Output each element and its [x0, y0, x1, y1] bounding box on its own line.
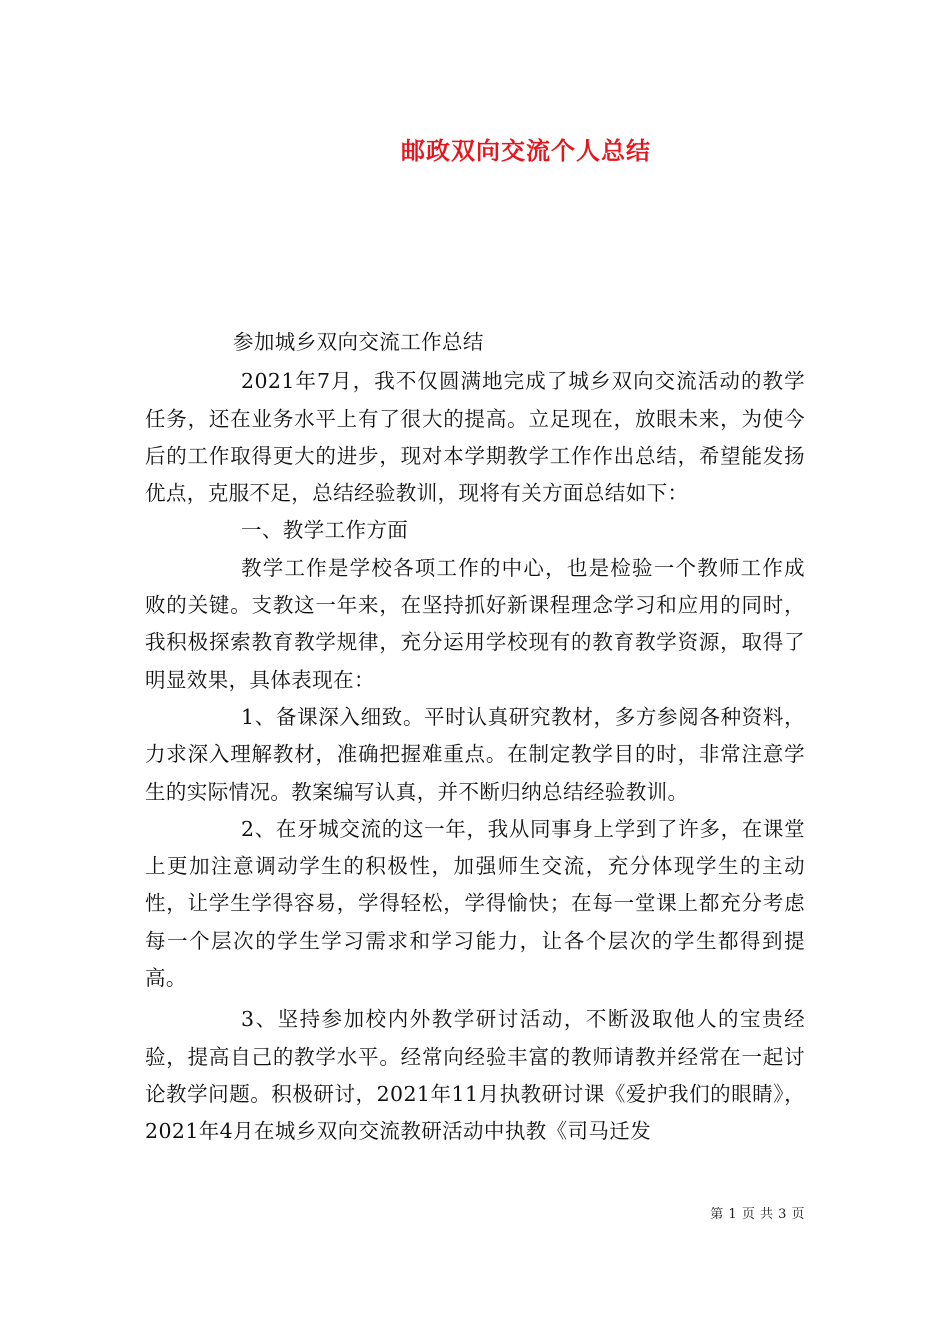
document-body	[145, 324, 805, 1151]
paragraph-teaching-overview: 教学工作是学校各项工作的中心，也是检验一个教师工作成败的关键。支教这一年来，在坚持抓好新课程理念学习和应用的同时，我积极探索教育教学规律，充分运用学校现有的教育教学资源，取得了明显效果，具体表现在：	[145, 555, 805, 692]
document-subtitle: 参加城乡双向交流工作总结	[233, 330, 484, 354]
document-title: 邮政双向交流个人总结	[401, 136, 651, 165]
paragraph-intro: 2021年7月，我不仅圆满地完成了城乡双向交流活动的教学任务，还在业务水平上有了很大的提高。立足现在，放眼未来，为使今后的工作取得更大的进步，现对本学期教学工作作出总结，希望能发扬优点，克服不足，总结经验教训，现将有关方面总结如下：	[145, 369, 805, 506]
page-number: 第 1 页 共 3 页	[710, 1207, 805, 1222]
paragraph-item-3: 3、坚持参加校内外教学研讨活动，不断汲取他人的宝贵经验，提高自己的教学水平。经常向经验丰富的教师请教并经常在一起讨论教学问题。积极研讨，2021年11月执教研讨课《爱护我们的眼睛》，2021年4月在城乡双向交流教研活动中执教《司马迁发	[145, 1007, 805, 1144]
paragraph-item-2: 2、在牙城交流的这一年，我从同事身上学到了许多，在课堂上更加注意调动学生的积极性，加强师生交流，充分体现学生的主动性，让学生学得容易，学得轻松，学得愉快；在每一堂课上都充分考虑每一个层次的学生学习需求和学习能力，让各个层次的学生都得到提高。	[145, 816, 805, 991]
paragraph-item-1: 1、备课深入细致。平时认真研究教材，多方参阅各种资料，力求深入理解教材，准确把握难重点。在制定教学目的时，非常注意学生的实际情况。教案编写认真，并不断归纳总结经验教训。	[145, 704, 805, 804]
section-heading-teaching: 一、教学工作方面	[241, 518, 409, 543]
